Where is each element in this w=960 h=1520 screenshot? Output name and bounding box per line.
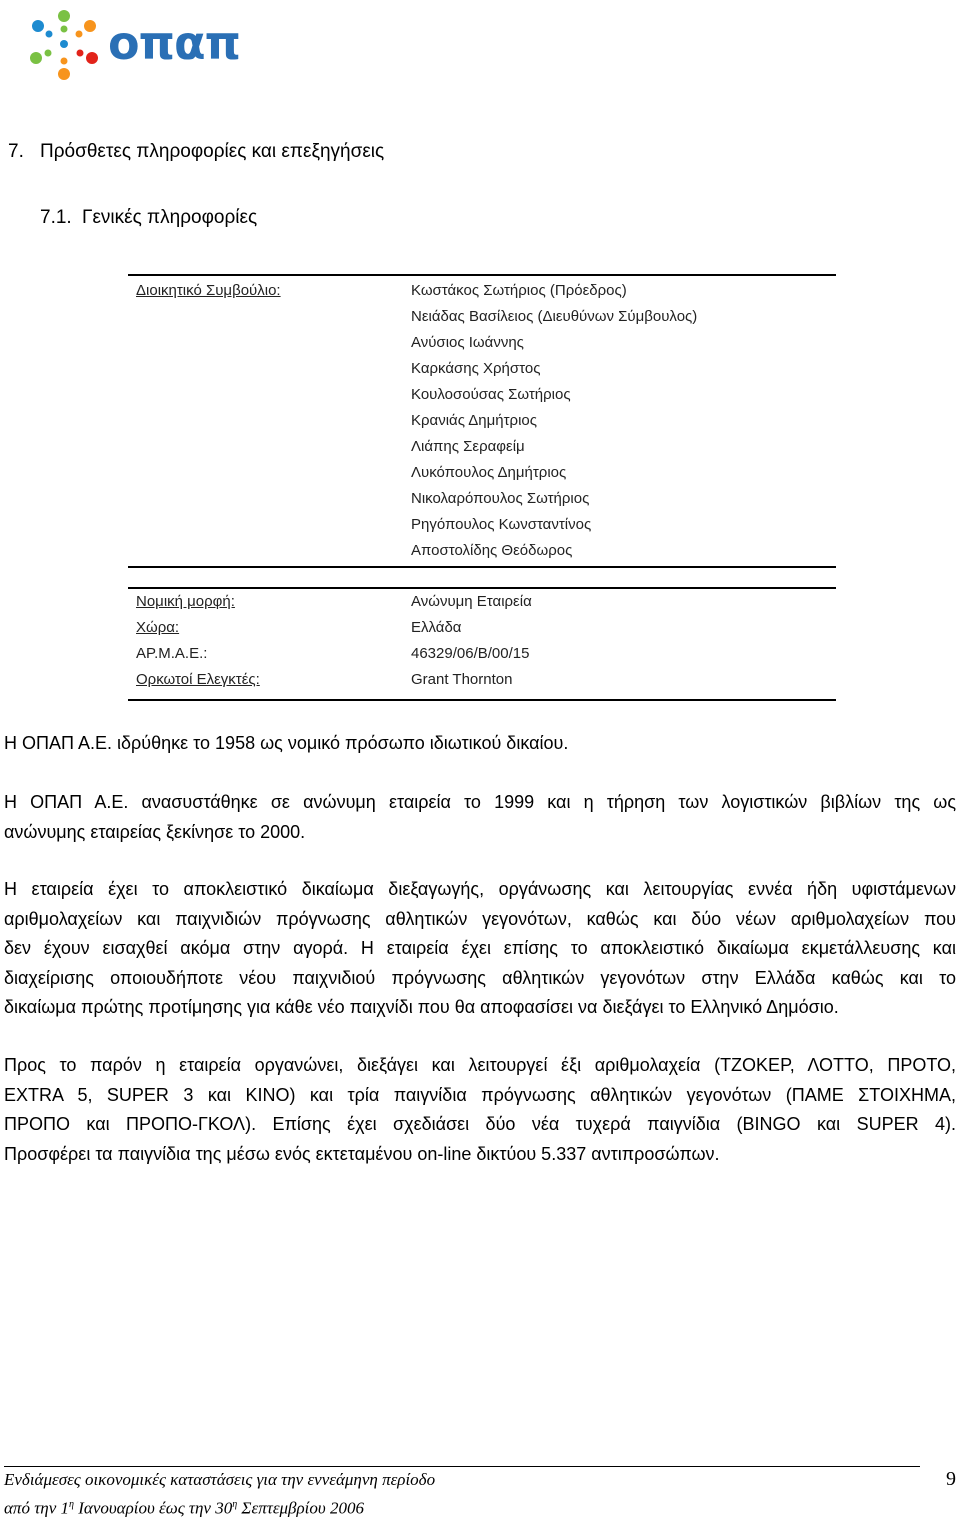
- board-member: Λυκόπουλος Δημήτριος: [411, 464, 567, 481]
- legal-form-value: Ανώνυμη Εταιρεία: [411, 593, 532, 610]
- section-number: 7.: [8, 141, 24, 162]
- section-heading: [8, 140, 384, 164]
- paragraph-line: ανώνυμης εταιρείας ξεκίνησε το 2000.: [4, 821, 306, 842]
- country-label: Χώρα:: [136, 619, 180, 636]
- paragraph-line: Προς το παρόν η εταιρεία οργανώνει, διεξάγει και λειτουργεί έξι αριθμολαχεία (ΤΖΟΚΕΡ, ΛΟΤΤΟ, ΠΡΟΤΟ,: [4, 1055, 956, 1075]
- paragraph-line: αριθμολαχείων και παιχνιδιών πρόγνωσης αθλητικών γεγονότων, καθώς και δύο νέων αριθμολαχείων που: [4, 908, 956, 929]
- opap-logo: [26, 8, 240, 82]
- paragraph-line: διαχείρισης οποιουδήποτε νέου παιχνιδιού πρόγνωσης αθλητικών γεγονότων στην Ελλάδα καθώς και το: [4, 967, 956, 988]
- company-info-table: [128, 587, 836, 701]
- board-member: Ανύσιος Ιωάννης: [411, 334, 524, 351]
- board-member: Ρηγόπουλος Κωνσταντίνος: [411, 516, 592, 533]
- board-table: [128, 274, 836, 568]
- board-member: Κρανιάς Δημήτριος: [411, 412, 537, 429]
- paragraph-line: ΠΡΟΠΟ και ΠΡΟΠΟ-ΓΚΟΛ). Επίσης έχει σχεδιάσει δύο νέα τυχερά παιγνίδια (BINGO και SUPER 4).: [4, 1114, 956, 1134]
- company-info-values: [411, 589, 532, 693]
- paragraph-line: Η ΟΠΑΠ Α.Ε. ιδρύθηκε το 1958 ως νομικό πρόσωπο ιδιωτικού δικαίου.: [4, 733, 569, 753]
- board-member: Νειάδας Βασίλειος (Διευθύνων Σύμβουλος): [411, 308, 698, 325]
- page-number: 9: [946, 1468, 956, 1490]
- auditors-value: Grant Thornton: [411, 671, 513, 688]
- logo-dots-icon: [26, 8, 106, 82]
- paragraph-line: Η εταιρεία έχει το αποκλειστικό δικαίωμα διεξαγωγής, οργάνωσης και λειτουργίας εννέα ήδη υφιστάμενων: [4, 879, 956, 899]
- board-member: Αποστολίδης Θεόδωρος: [411, 542, 573, 559]
- board-member: Καρκάσης Χρήστος: [411, 360, 541, 377]
- legal-form-label: Νομική μορφή:: [136, 593, 235, 610]
- footer-date-c: Σεπτεμβρίου 2006: [237, 1498, 364, 1518]
- footer-divider: [4, 1466, 920, 1467]
- paragraph-games: [4, 1051, 956, 1169]
- paragraph-reconstitution: [4, 788, 956, 847]
- paragraph-line: δεν έχουν εισαχθεί ακόμα στην αγορά. Η εταιρεία έχει επίσης το αποκλειστικό δικαίωμα εκμετάλλευσης και: [4, 938, 956, 958]
- board-member: Κουλοσούσας Σωτήριος: [411, 386, 571, 403]
- footer-date-b: Ιανουαρίου έως την 30: [73, 1498, 233, 1518]
- paragraph-line: EXTRA 5, SUPER 3 και ΚΙΝΟ) και τρία παιγνίδια πρόγνωσης αθλητικών γεγονότων (ΠΑΜΕ ΣΤΟΙΧΗΜΑ,: [4, 1084, 956, 1105]
- footer-line-2: [4, 1494, 364, 1520]
- subsection-title: Γενικές πληροφορίες: [82, 207, 258, 228]
- footer-sup-2: η: [232, 1499, 238, 1510]
- subsection-heading: [40, 206, 257, 230]
- logo-wordmark: οπαπ: [108, 16, 240, 70]
- section-title: Πρόσθετες πληροφορίες και επεξηγήσεις: [40, 141, 385, 162]
- board-member: Κωστάκος Σωτήριος (Πρόεδρος): [411, 282, 627, 299]
- board-member: Νικολαρόπουλος Σωτήριος: [411, 490, 590, 507]
- footer-line-1: Ενδιάμεσες οικονομικές καταστάσεις για την εννεάμηνη περίοδο: [4, 1470, 436, 1489]
- footer-sup-1: η: [69, 1499, 74, 1510]
- paragraph-line: Προσφέρει τα παιγνίδια της μέσω ενός εκτεταμένου on-line δικτύου 5.337 αντιπροσώπων.: [4, 1143, 720, 1164]
- paragraph-line: Η ΟΠΑΠ Α.Ε. ανασυστάθηκε σε ανώνυμη εταιρεία το 1999 και η τήρηση των λογιστικών βιβλίων της ως: [4, 792, 956, 812]
- auditors-label: Ορκωτοί Ελεγκτές:: [136, 671, 260, 688]
- footer-date-a: από την 1: [4, 1498, 70, 1518]
- board-label: Διοικητικό Συμβούλιο:: [136, 282, 281, 299]
- board-members-list: [411, 278, 697, 564]
- registration-value: 46329/06/B/00/15: [411, 645, 530, 662]
- board-member: Λιάπης Σεραφείμ: [411, 438, 525, 455]
- subsection-number: 7.1.: [40, 207, 72, 228]
- paragraph-line: δικαίωμα πρώτης προτίμησης για κάθε νέο παιχνίδι που θα αποφασίσει να διεξάγει το Ελληνικό Δημόσιο.: [4, 997, 839, 1017]
- country-value: Ελλάδα: [411, 619, 462, 636]
- paragraph-founding: [4, 729, 956, 759]
- paragraph-exclusive-rights: [4, 875, 956, 1023]
- registration-label: ΑΡ.Μ.Α.Ε.:: [136, 645, 208, 662]
